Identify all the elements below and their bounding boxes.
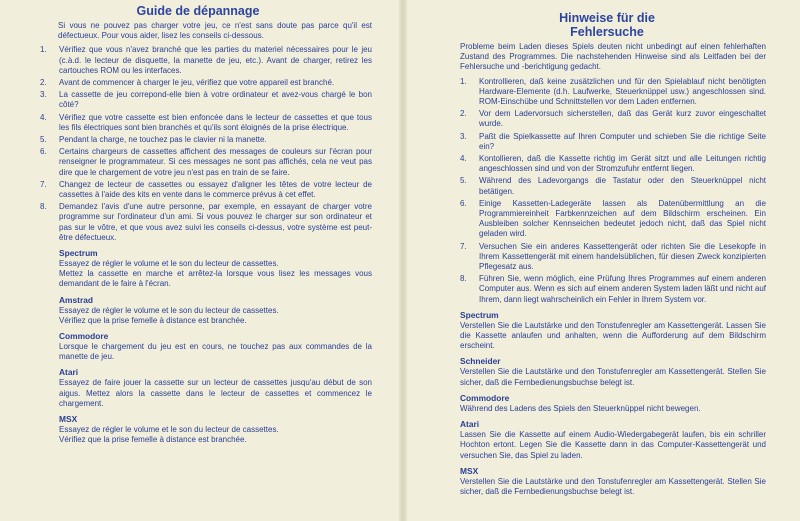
list-item [40,147,372,178]
item-number: 6. [40,147,47,157]
item-number: 4. [460,154,467,164]
item-text: Einige Kassetten-Ladegeräte lassen als Datenübermittlung an die Programmiereinheit Farbkennzeichen auf dem Bildschirm erscheinen. Ein Ausbleiben solcher Kennseichen bedeutet jedoch nicht, daß das Spiel nicht geladen wird. [479,198,766,239]
section-heading: Amstrad [59,294,93,305]
list-item [460,176,766,196]
item-text: La cassette de jeu correpond-elle bien à votre ordinateur et avez-vous chargé le bon côté? [59,90,372,110]
section-heading: Commodore [460,392,510,403]
item-text: Demandez l'avis d'une autre personne, par exemple, en essayant de charger votre programme sur l'ordinateur d'un ami. Si vous pouvez le charger sur son ordinateur et pas sur le vôtre, et que vous avez suivi les conseils ci-dessus, votre système est peut-être défectueux. [59,202,372,242]
item-text: Versuchen Sie ein anderes Kassettengerät oder richten Sie die Lesekopfe in Ihrem Kassettengerät mit einem handelsüblichen, für diesen Zweck konzipierten Pflegesatz aus. [479,241,766,272]
item-number: 6. [460,198,467,208]
title-line: Fehlersuche [570,25,644,39]
item-text: Changez de lecteur de cassettes ou essayez d'aligner les têtes de votre lecteur de cassettes à l'aide des kits en vente dans le commerce prévus à cet effet. [59,179,372,200]
section-msx [460,466,766,497]
section-text: Während des Ladens des Spiels den Steuerknüppel nicht bewegen. [460,403,701,413]
list-item [40,135,372,145]
item-text: Vérifiez que votre cassette est bien enfoncée dans le lecteur de cassettes et que tous les fils électriques sont bien branchés et qu'ils sont éloignés de la prise électrique. [59,112,372,132]
list-item [460,132,766,152]
german-checklist [460,77,766,305]
section-heading: MSX [59,414,78,425]
item-number: 1. [460,76,467,86]
section-text: Lorsque le chargement du jeu est en cours, ne touchez pas aux commandes de la manette de jeu. [59,342,372,362]
list-item [460,77,766,108]
section-text: Essayez de régler le volume et le son du lecteur de cassettes. Vérifiez que la prise femelle à distance est branchée. [59,305,279,325]
item-text: Certains chargeurs de cassettes affichent des messages de couleurs sur l'écran pour renseigner le programmateur. Si ces messages ne sont pas affichés, cela ne veut pas dire que le chargement de votre jeu n'est pas en train de se faire. [59,147,372,177]
list-item [40,78,372,88]
item-number: 8. [460,274,467,284]
item-number: 4. [40,112,47,122]
section-text: Verstellen Sie die Lautstärke und den Tonstufenregler am Kassettengerät. Lassen Sie die Kassette anlaufen und anhalten, wenn die Aufforderung auf dem Bildschirm erscheint. [460,320,766,351]
item-text: Avant de commencer à charger le jeu, vérifiez que votre appareil est branché. [59,78,335,88]
section-atari [460,419,766,461]
german-page-title [448,0,766,39]
section-atari [40,367,372,409]
item-text: Während des Ladevorgangs die Tastatur oder den Steuerknüppel nicht betätigen. [479,176,766,196]
list-item [460,242,766,273]
list-item [40,180,372,200]
list-item [40,90,372,110]
section-text: Essayez de régler le volume et le son du lecteur de cassettes. Vérifiez que la prise femelle à distance est branchée. [59,425,279,445]
section-spectrum [460,310,766,352]
section-heading: MSX [460,465,479,476]
section-commodore [40,331,372,362]
french-page-title: Guide de dépannage [136,4,260,18]
list-item [460,199,766,240]
section-text: Lassen Sie die Kassette auf einem Audio-Wiedergabegerät laufen, bis ein schriller Hochton ertont. Legen Sie die Kassette dann in das Computer-Kassettengerät und versuchen Sie, das Spiel zu laden. [460,430,766,460]
item-text: Kontrollieren, daß keine zusätzlichen und für den Spielablauf nicht benötigten Hardware-Elemente (d.h. Laufwerke, Steuerknüppel usw.) angeschlossen sind. ROM-Einschübe und Schnittstellen vor dem Laden entfernen. [479,76,766,107]
item-number: 3. [40,90,47,100]
item-text: Paßt die Spielkassette auf Ihren Computer und schieben Sie die richtige Seite ein? [479,131,766,151]
item-number: 8. [40,202,47,212]
section-text: Verstellen Sie die Lautstärke und den Tonstufenregler am Kassettengerät. Stellen Sie sicher, daß die Fernbedienungsbuchse belegt ist. [460,476,766,496]
section-heading: Atari [460,419,480,430]
section-heading: Spectrum [460,309,499,320]
section-text: Essayez de faire jouer la cassette sur un lecteur de cassettes jusqu'au début de son aigus. Mettez alors la cassette dans le lecteur de cassettes et commencez le chargement. [59,378,372,408]
section-heading: Commodore [59,331,109,342]
item-text: Pendant la charge, ne touchez pas le clavier ni la manette. [59,135,267,145]
list-item [40,202,372,243]
item-text: Führen Sie, wenn möglich, eine Prüfung Ihres Programmes auf einem anderen Computer aus. Wenn es sich auf einem anderen System laden läßt und nicht auf Ihrem, dann liegt wahrscheinlich ein Fehler in Ihrem System vor. [479,274,766,304]
section-amstrad [40,295,372,326]
list-item [460,154,766,174]
item-text: Kontollieren, daß die Kassette richtig im Gerät sitzt und alle Leitungen richtig angeschlossen sind und von der Stromzufuhr entfernt liegen. [479,154,766,174]
item-number: 7. [460,241,467,251]
list-item [40,45,372,76]
french-intro: Si vous ne pouvez pas charger votre jeu, ce n'est sans doute pas parce qu'il est défectueux. Pour vous aider, lisez les conseils ci-dessous. [58,21,372,41]
item-number: 3. [460,131,467,141]
french-checklist [40,45,372,243]
section-text: Essayez de régler le volume et le son du lecteur de cassettes. Mettez la cassette en marche et arrêtez-la lorsque vous lisez les messages vous demandant de le faire à l'écran. [59,259,372,289]
list-item [460,274,766,305]
section-msx [40,414,372,445]
section-spectrum [40,248,372,290]
section-text: Verstellen Sie die Lautstärke und den Tonstufenregler am Kassettengerät. Stellen Sie sicher, daß die Fernbedienungsbuchse belegt ist. [460,367,766,387]
list-item [40,113,372,133]
title-line: Hinweise für die [559,11,655,25]
item-number: 5. [460,176,467,186]
item-number: 1. [40,45,47,55]
item-text: Vérifiez que vous n'avez branché que les parties du materiel nécessaires pour le jeu (c.à.d. le lecteur de disquette, la manette de jeu, etc.). Avant de charger, retirez les cartouches ROM ou les interfaces. [59,45,372,75]
section-heading: Spectrum [59,248,98,259]
item-number: 5. [40,135,47,145]
list-item [460,109,766,129]
item-number: 7. [40,179,47,189]
section-schneider [460,356,766,387]
german-intro: Probleme beim Laden dieses Spiels deuten nicht unbedingt auf einen fehlerhaften Zustand des Programmes. Die nachstehenden Hinweise sind als Leitfaden bei der Fehlersuche und -berichtigung gedacht. [460,42,766,72]
section-commodore [460,393,766,414]
german-page [405,0,800,521]
item-number: 2. [460,109,467,119]
section-heading: Schneider [460,356,501,367]
item-number: 2. [40,78,47,88]
item-text: Vor dem Ladervorsuch sicherstellen, daß das Gerät kurz zuvor eingeschaltet wurde. [479,109,766,129]
section-heading: Atari [59,367,79,378]
